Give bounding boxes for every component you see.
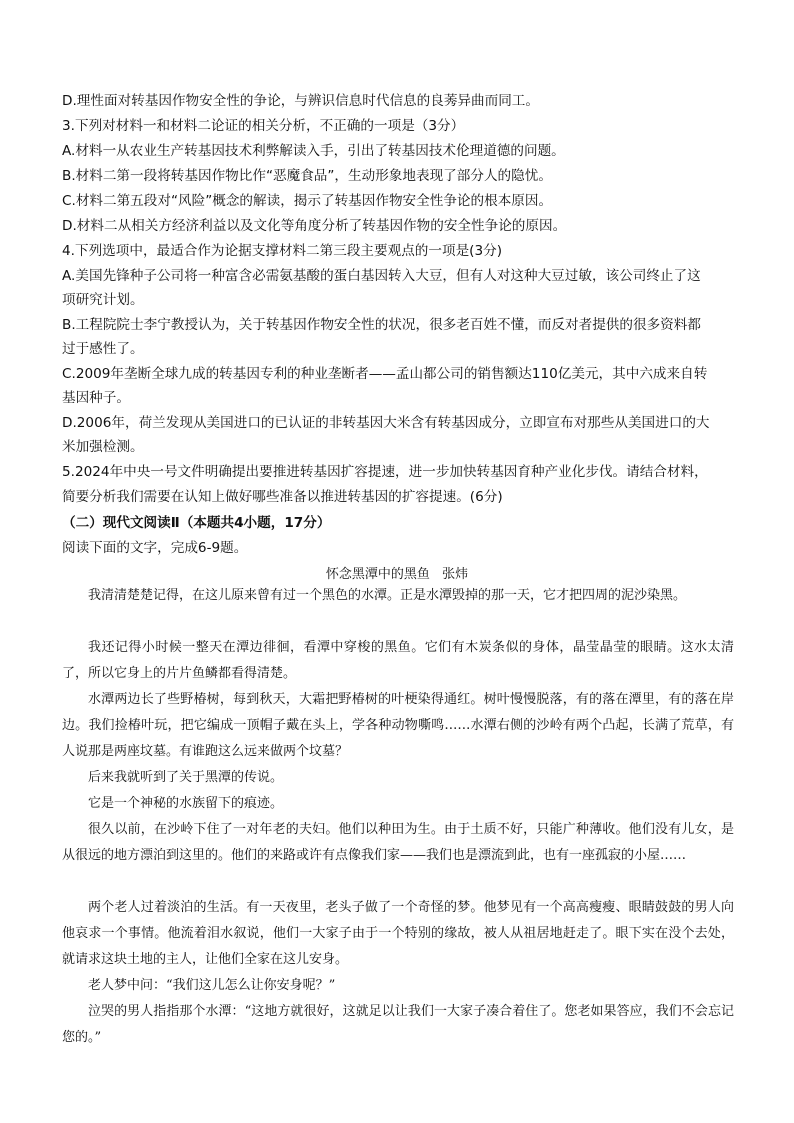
section-instruction: 阅读下面的文字，完成6-9题。: [62, 540, 248, 556]
q4-stem: 4.下列选项中，最适合作为论据支撑材料二第三段主要观点的一项是(3分): [62, 243, 503, 259]
story-paragraph: 我清清楚楚记得，在这儿原来曾有过一个黑色的水潭。正是水潭毁掉的那一天，它才把四周的泥沙染黑。: [88, 588, 687, 603]
story-paragraph: 后来我就听到了关于黑潭的传说。: [88, 770, 284, 785]
story-title-line: [0, 563, 794, 582]
story-paragraph: 老人梦中问：“我们这儿怎么让你安身呢？”: [88, 978, 336, 993]
q5-line2: 简要分析我们需要在认知上做好哪些准备以推进转基因的扩容提速。(6分): [62, 489, 503, 505]
q4-option-b-line1: B.工程院院士李宁教授认为，关于转基因作物安全性的状况，很多老百姓不懂，而反对者提供的很多资料都: [62, 317, 701, 333]
section-heading: （二）现代文阅读Ⅱ（本题共4小题，17分）: [62, 515, 331, 531]
q4-option-d-line1: D.2006年，荷兰发现从美国进口的已认证的非转基因大米含有转基因成分，立即宣布对那些从美国进口的大: [62, 415, 710, 431]
story-author: 张炜: [442, 567, 469, 582]
q4-option-a-line1: A.美国先锋种子公司将一种富含必需氨基酸的蛋白基因转入大豆，但有人对这种大豆过敏，该公司终止了这: [62, 268, 701, 284]
story-paragraph: 水潭两边长了些野椿树，每到秋天，大霜把野椿树的叶梗染得通红。树叶慢慢脱落，有的落在潭里，有的落在岸边。我们捡椿叶玩，把它编成一顶帽子戴在头上，学各种动物嘶鸣……水潭右侧的沙岭有两个凸起，长满了荒草，有人说那是两座坟墓。有谁跑这么远来做两个坟墓？: [62, 692, 734, 759]
q3-option-b: B.材料二第一段将转基因作物比作“恶魔食品”，生动形象地表现了部分人的隐忧。: [62, 168, 552, 184]
q4-option-a-line2: 项研究计划。: [62, 292, 144, 308]
q3-option-a: A.材料一从农业生产转基因技术利弊解读入手，引出了转基因技术伦理道德的问题。: [62, 143, 565, 159]
story-paragraph: 它是一个神秘的水族留下的痕迹。: [88, 796, 284, 811]
q4-option-c-line2: 基因种子。: [62, 390, 130, 406]
q4-option-d-line2: 米加强检测。: [62, 439, 144, 455]
q3-option-d: D.材料二从相关方经济利益以及文化等角度分析了转基因作物的安全性争论的原因。: [62, 218, 567, 234]
q3-option-c: C.材料二第五段对“风险”概念的解读，揭示了转基因作物安全性争论的根本原因。: [62, 193, 553, 209]
story-paragraph: 泣哭的男人指指那个水潭：“这地方就很好，这就足以让我们一大家子凑合着住了。您老如果答应，我们不会忘记您的。”: [62, 1004, 734, 1045]
q4-option-c-line1: C.2009年垄断全球九成的转基因专利的种业垄断者——孟山都公司的销售额达110亿美元，其中六成来自转: [62, 366, 708, 382]
q3-stem: 3.下列对材料一和材料二论证的相关分析，不正确的一项是（3分）: [62, 118, 465, 134]
q5-line1: 5.2024年中央一号文件明确提出要推进转基因扩容提速，进一步加快转基因育种产业化步伐。请结合材料，: [62, 464, 708, 480]
story-paragraph: 很久以前，在沙岭下住了一对年老的夫妇。他们以种田为生。由于土质不好，只能广种薄收。他们没有儿女，是从很远的地方漂泊到这里的。他们的来路或许有点像我们家——我们也是漂流到此，也有一座孤寂的小屋……: [62, 822, 734, 863]
q2-option-d: D.理性面对转基因作物安全性的争论，与辨识信息时代信息的良莠异曲而同工。: [62, 93, 539, 109]
story-title: 怀念黑潭中的黑鱼: [325, 567, 430, 582]
q4-option-b-line2: 过于感性了。: [62, 341, 144, 357]
story-paragraph: 我还记得小时候一整天在潭边徘徊，看潭中穿梭的黑鱼。它们有木炭条似的身体，晶莹晶莹的眼睛。这水太清了，所以它身上的片片鱼鳞都看得清楚。: [62, 640, 734, 681]
story-paragraph: 两个老人过着淡泊的生活。有一天夜里，老头子做了一个奇怪的梦。他梦见有一个高高瘦瘦、眼睛鼓鼓的男人向他哀求一个事情。他流着泪水叙说，他们一大家子由于一个特别的缘故，被人从祖居地赶走了。眼下实在没个去处，就请求这块土地的主人，让他们全家在这儿安身。: [62, 900, 734, 967]
